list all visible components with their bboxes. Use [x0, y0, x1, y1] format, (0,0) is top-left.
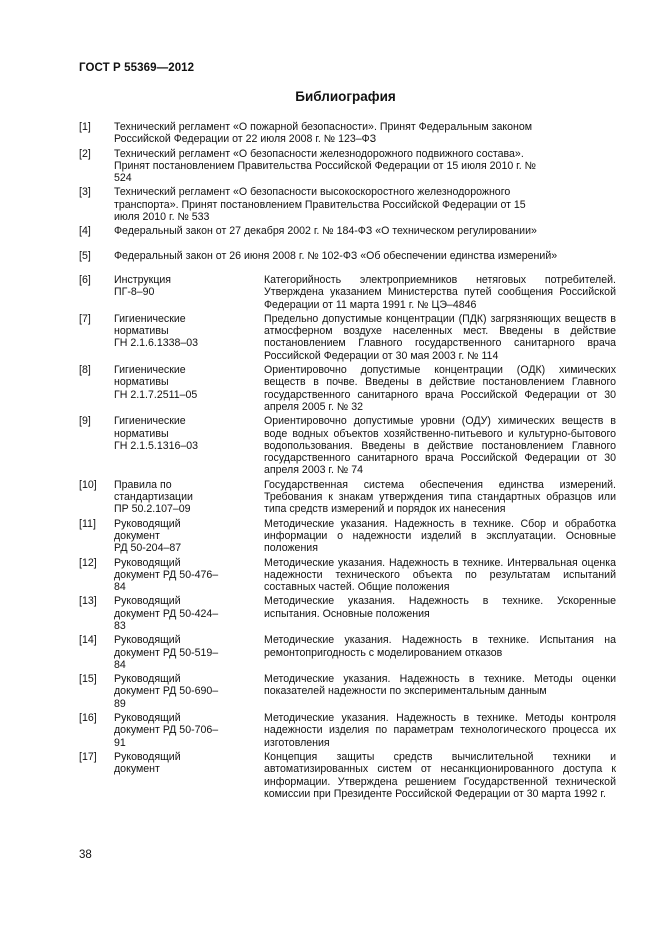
bib-doc-type: Инструкция ПГ-8–90 — [114, 273, 172, 299]
bib-entry-5 — [79, 250, 616, 262]
bib-description: Методические указания. Надежность в технике. Методы контроля надежности изделия по параметрам технологического процесса их изготовления — [264, 712, 616, 749]
bib-entry-6 — [79, 274, 616, 311]
bib-text: Федеральный закон от 27 декабря 2002 г. № 184-ФЗ «О техническом регулировании» — [114, 225, 537, 238]
bib-entry-9 — [79, 415, 616, 476]
bib-description: Методические указания. Надежность в технике. Методы оценки показателей надежности по экспериментальным данным — [264, 673, 616, 698]
bib-description: Методические указания. Надежность в технике. Интервальная оценка надежности технического объекта по результатам испытаний составных частей. Общие положения — [264, 556, 616, 594]
bib-entry-4 — [79, 225, 616, 237]
bib-doc-type: Руководящий документ РД 50-519– 84 — [114, 634, 219, 671]
bib-description: Категорийность электроприемников нетяговых потребителей. Утверждена указанием Министерства путей сообщения Российской Федерации от 11 марта 1991 г. № ЦЭ–4846 — [264, 273, 616, 311]
bib-entry-14 — [79, 634, 616, 671]
page-title: Библиография — [295, 89, 396, 104]
bib-number: [12] — [79, 556, 97, 569]
bib-number: [13] — [79, 595, 97, 608]
bib-description: Методические указания. Надежность в технике. Испытания на ремонтопригодность с моделированием отказов — [264, 634, 616, 659]
document-code-header: ГОСТ Р 55369—2012 — [79, 62, 195, 74]
bib-text: Технический регламент «О безопасности железнодорожного подвижного состава». Принят постановлением Правительства Российской Федерации от 15 июля 2010 г. № 524 — [114, 147, 536, 185]
bib-number: [5] — [79, 249, 91, 262]
bib-entry-17 — [79, 751, 616, 800]
bib-number: [7] — [79, 312, 91, 325]
bib-entry-3 — [79, 186, 616, 223]
bib-doc-type: Руководящий документ РД 50-204–87 — [114, 517, 182, 555]
bibliography-list — [79, 121, 616, 802]
bib-entry-2 — [79, 148, 616, 185]
bib-number: [6] — [79, 273, 91, 286]
bib-description: Предельно допустимые концентрации (ПДК) загрязняющих веществ в атмосферном воздухе населенных мест. Введены в действие постановлением Главного государственного санитарного врача Российской Федерации от 30 мая 2003 г. № 114 — [264, 312, 616, 362]
bib-number: [15] — [79, 673, 97, 686]
bib-doc-type: Гигиенические нормативы ГН 2.1.7.2511–05 — [114, 364, 198, 401]
bib-number: [16] — [79, 712, 97, 725]
bib-text: Технический регламент «О пожарной безопасности». Принят Федеральным законом Российской Федерации от 22 июля 2008 г. № 123–ФЗ — [114, 121, 533, 146]
bib-doc-type: Руководящий документ — [114, 750, 181, 776]
bib-doc-type: Гигиенические нормативы ГН 2.1.5.1316–03 — [114, 415, 199, 452]
bib-text: Технический регламент «О безопасности высокоскоростного железнодорожного транспорта». Принят постановлением Правительства Российской Федерации от 15 июля 2010 г. № 533 — [114, 186, 526, 224]
bib-entry-8 — [79, 364, 616, 413]
bib-doc-type: Гигиенические нормативы ГН 2.1.6.1338–03 — [114, 312, 199, 350]
bib-number: [10] — [79, 478, 97, 491]
bib-number: [4] — [79, 225, 91, 238]
bib-entry-7 — [79, 313, 616, 362]
bib-entry-1 — [79, 121, 616, 146]
bib-number: [11] — [79, 517, 96, 530]
bib-entry-16 — [79, 712, 616, 749]
bib-entry-12 — [79, 557, 616, 594]
page-number: 38 — [79, 849, 92, 861]
bib-number: [1] — [79, 121, 91, 133]
bib-description: Ориентировочно допустимые уровни (ОДУ) химических веществ в воде водных объектов хозяйственно-питьевого и культурно-бытового водопользования. Введены в действие постановлением Главного государственного санитарного врача Российской Федерации от 30 апреля 2003 г. № 74 — [264, 415, 616, 477]
bib-description: Методические указания. Надежность в технике. Ускоренные испытания. Основные положения — [264, 595, 616, 620]
bib-entry-11 — [79, 518, 616, 555]
bib-number: [2] — [79, 147, 91, 160]
bib-description: Методические указания. Надежность в технике. Сбор и обработка информации о надежности изделий в эксплуатации. Основные положения — [264, 517, 616, 555]
bib-number: [8] — [79, 364, 91, 377]
bib-number: [3] — [79, 186, 91, 199]
bib-text: Федеральный закон от 26 июня 2008 г. № 102-ФЗ «Об обеспечении единства измерений» — [114, 249, 558, 262]
bib-number: [14] — [79, 634, 97, 647]
bib-description: Государственная система обеспечения единства измерений. Требования к знакам утверждения типа стандартных образцов или типа средств измерений и порядок их нанесения — [264, 478, 616, 516]
bib-doc-type: Руководящий документ РД 50-476– 84 — [114, 556, 219, 594]
bib-description: Ориентировочно допустимые концентрации (ОДК) химических веществ в почве. Введены в действие постановлением Главного государственного санитарного врача Российской Федерации от 30 апреля 2005 г. № 32 — [264, 364, 616, 413]
bib-doc-type: Правила по стандартизации ПР 50.2.107–09 — [114, 478, 193, 516]
bib-number: [9] — [79, 415, 91, 428]
bib-description: Концепция защиты средств вычислительной техники и автоматизированных систем от несанкционированного доступа к информации. Утверждена решением Государственной технической комиссии при Президенте Российской Федерации от 30 марта 1992 г. — [264, 750, 616, 800]
bib-entry-15 — [79, 673, 616, 710]
bib-doc-type: Руководящий документ РД 50-424– 83 — [114, 595, 219, 632]
bib-doc-type: Руководящий документ РД 50-706– 91 — [114, 712, 219, 749]
bib-doc-type: Руководящий документ РД 50-690– 89 — [114, 673, 219, 710]
bib-entry-10 — [79, 479, 616, 516]
bib-number: [17] — [79, 750, 97, 763]
bib-entry-13 — [79, 595, 616, 632]
